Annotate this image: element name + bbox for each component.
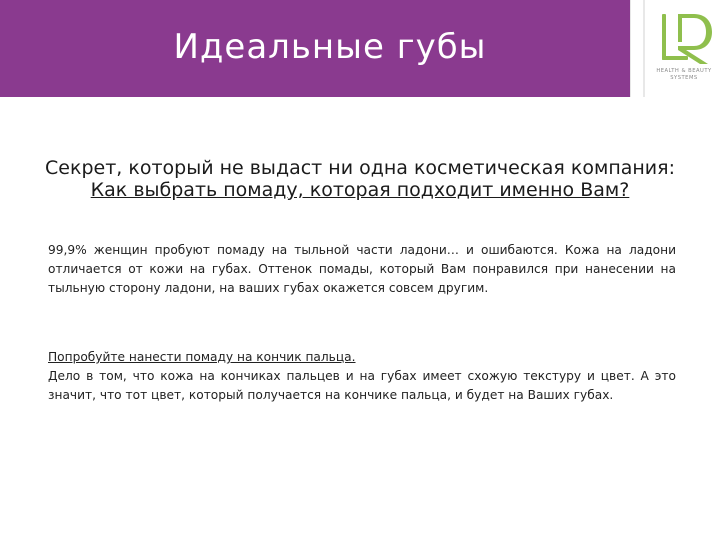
logo-tagline-line1: HEALTH & BEAUTY [656, 68, 712, 74]
logo-tagline [655, 68, 713, 82]
logo-divider [643, 0, 645, 97]
subtitle: Секрет, который не выдаст ни одна косметическая компания: [45, 157, 675, 179]
lr-logo-icon [660, 12, 716, 66]
question: Как выбрать помаду, которая подходит именно Вам? [90, 179, 630, 201]
tip-heading: Попробуйте нанести помаду на кончик пальца. [48, 350, 356, 364]
paragraph-1: 99,9% женщин пробуют помаду на тыльной части ладони… и ошибаются. Кожа на ладони отличается от кожи на губах. Оттенок помады, который Вам понравился при нанесении на тыльную сторону ладони, на ваших губах окажется совсем другим. [48, 243, 676, 295]
logo-tagline-line2: SYSTEMS [670, 75, 698, 82]
tip-section [48, 348, 676, 405]
tip-body: Дело в том, что кожа на кончиках пальцев и на губах имеет схожую текстуру и цвет. А это значит, что тот цвет, который получается на кончике пальца, и будет на Ваших губах. [48, 369, 676, 402]
page-title: Идеальные губы [173, 27, 487, 67]
